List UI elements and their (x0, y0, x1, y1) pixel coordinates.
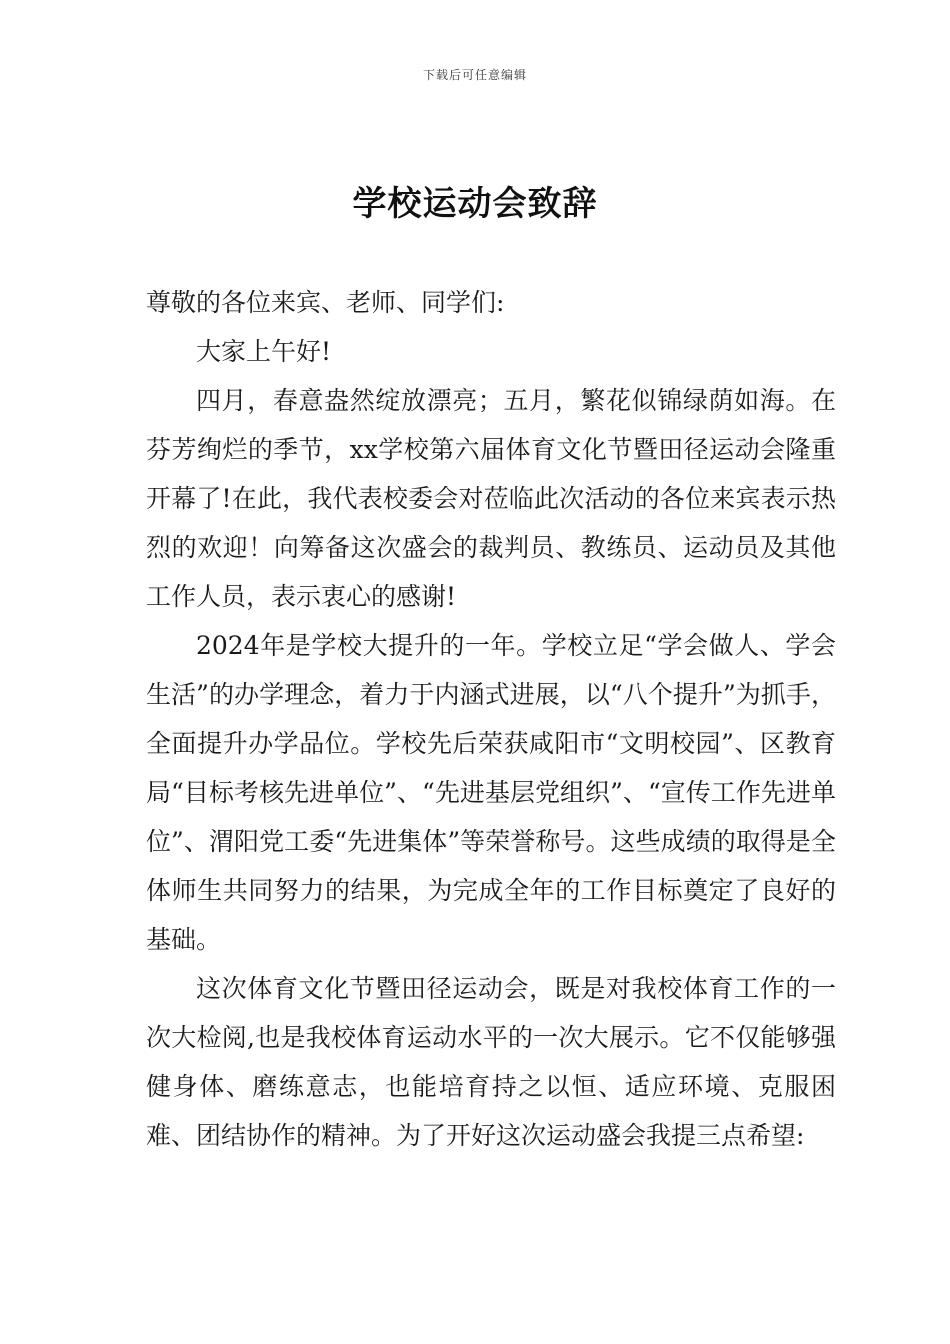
document-body (146, 278, 836, 1160)
paragraph-significance: 这次体育文化节暨田径运动会，既是对我校体育工作的一次大检阅,也是我校体育运动水平的一次大展示。它不仅能够强健身体、磨练意志，也能培育持之以恒、适应环境、克服困难、团结协作的精神。为了开好这次运动盛会我提三点希望: (146, 974, 836, 1150)
paragraph-greeting: 大家上午好! (196, 337, 332, 366)
paragraph-achievements: 2024年是学校大提升的一年。学校立足“学会做人、学会生活”的办学理念，着力于内涵式进展，以“八个提升”为抓手，全面提升办学品位。学校先后荣获咸阳市“文明校园”、区教育局“目标考核先进单位”、“先进基层党组织”、“宣传工作先进单位”、渭阳党工委“先进集体”等荣誉称号。这些成绩的取得是全体师生共同努力的结果，为完成全年的工作目标奠定了良好的基础。 (146, 631, 836, 954)
document-title: 学校运动会致辞 (352, 184, 598, 224)
salutation: 尊敬的各位来宾、老师、同学们: (146, 288, 505, 317)
header-note: 下载后可任意编辑 (422, 68, 527, 82)
paragraph-opening: 四月，春意盎然绽放漂亮；五月，繁花似锦绿荫如海。在芬芳绚烂的季节，xx学校第六届体育文化节暨田径运动会隆重开幕了!在此，我代表校委会对莅临此次活动的各位来宾表示热烈的欢迎！向筹备这次盛会的裁判员、教练员、运动员及其他工作人员，表示衷心的感谢! (146, 386, 836, 611)
